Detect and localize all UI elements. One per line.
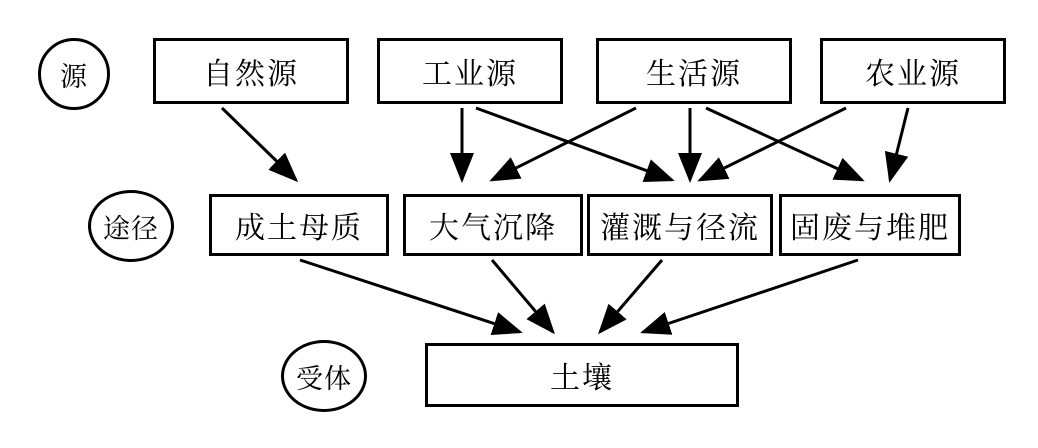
- node-source-industrial: [377, 38, 563, 104]
- edge-irrigation-to-soil: [600, 260, 662, 332]
- node-pathway-solid-waste-compost-label: 固废与堆肥: [790, 212, 950, 245]
- node-receptor-soil-label: 土壤: [550, 362, 614, 395]
- node-source-domestic: [596, 38, 792, 104]
- node-source-agricultural-label: 农业源: [865, 58, 961, 91]
- node-pathway-atmospheric-deposition-label: 大气沉降: [429, 212, 557, 245]
- edge-industrial-to-irrigation: [476, 108, 672, 180]
- node-receptor-soil: [425, 343, 739, 407]
- row-label-receptor: [281, 340, 367, 412]
- node-pathway-parent-material: [209, 194, 389, 256]
- row-label-receptor-text: 受体: [296, 363, 352, 394]
- edge-natural-to-parent-material: [222, 108, 296, 180]
- node-pathway-parent-material-label: 成土母质: [235, 212, 363, 245]
- edge-domestic-to-atmospheric: [492, 108, 636, 180]
- node-source-natural-label: 自然源: [203, 58, 299, 91]
- node-source-domestic-label: 生活源: [646, 58, 742, 91]
- edge-domestic-to-solid-waste: [706, 108, 862, 180]
- node-source-agricultural: [820, 38, 1006, 104]
- node-source-industrial-label: 工业源: [422, 58, 518, 91]
- edge-atmospheric-to-soil: [492, 260, 553, 332]
- node-pathway-solid-waste-compost: [779, 194, 961, 256]
- edge-agricultural-to-solid-waste: [890, 108, 908, 180]
- node-pathway-atmospheric-deposition: [403, 194, 583, 256]
- row-label-source: [38, 38, 110, 110]
- node-pathway-irrigation-runoff: [587, 194, 773, 256]
- edge-solid-waste-to-soil: [643, 260, 858, 332]
- row-label-source-text: 源: [60, 61, 88, 92]
- node-pathway-irrigation-runoff-label: 灌溉与径流: [600, 212, 760, 245]
- row-label-pathway-text: 途径: [103, 213, 159, 244]
- edge-parent-material-to-soil: [300, 260, 520, 332]
- edge-agricultural-to-irrigation: [700, 108, 846, 180]
- node-source-natural: [153, 38, 349, 104]
- row-label-pathway: [88, 190, 174, 262]
